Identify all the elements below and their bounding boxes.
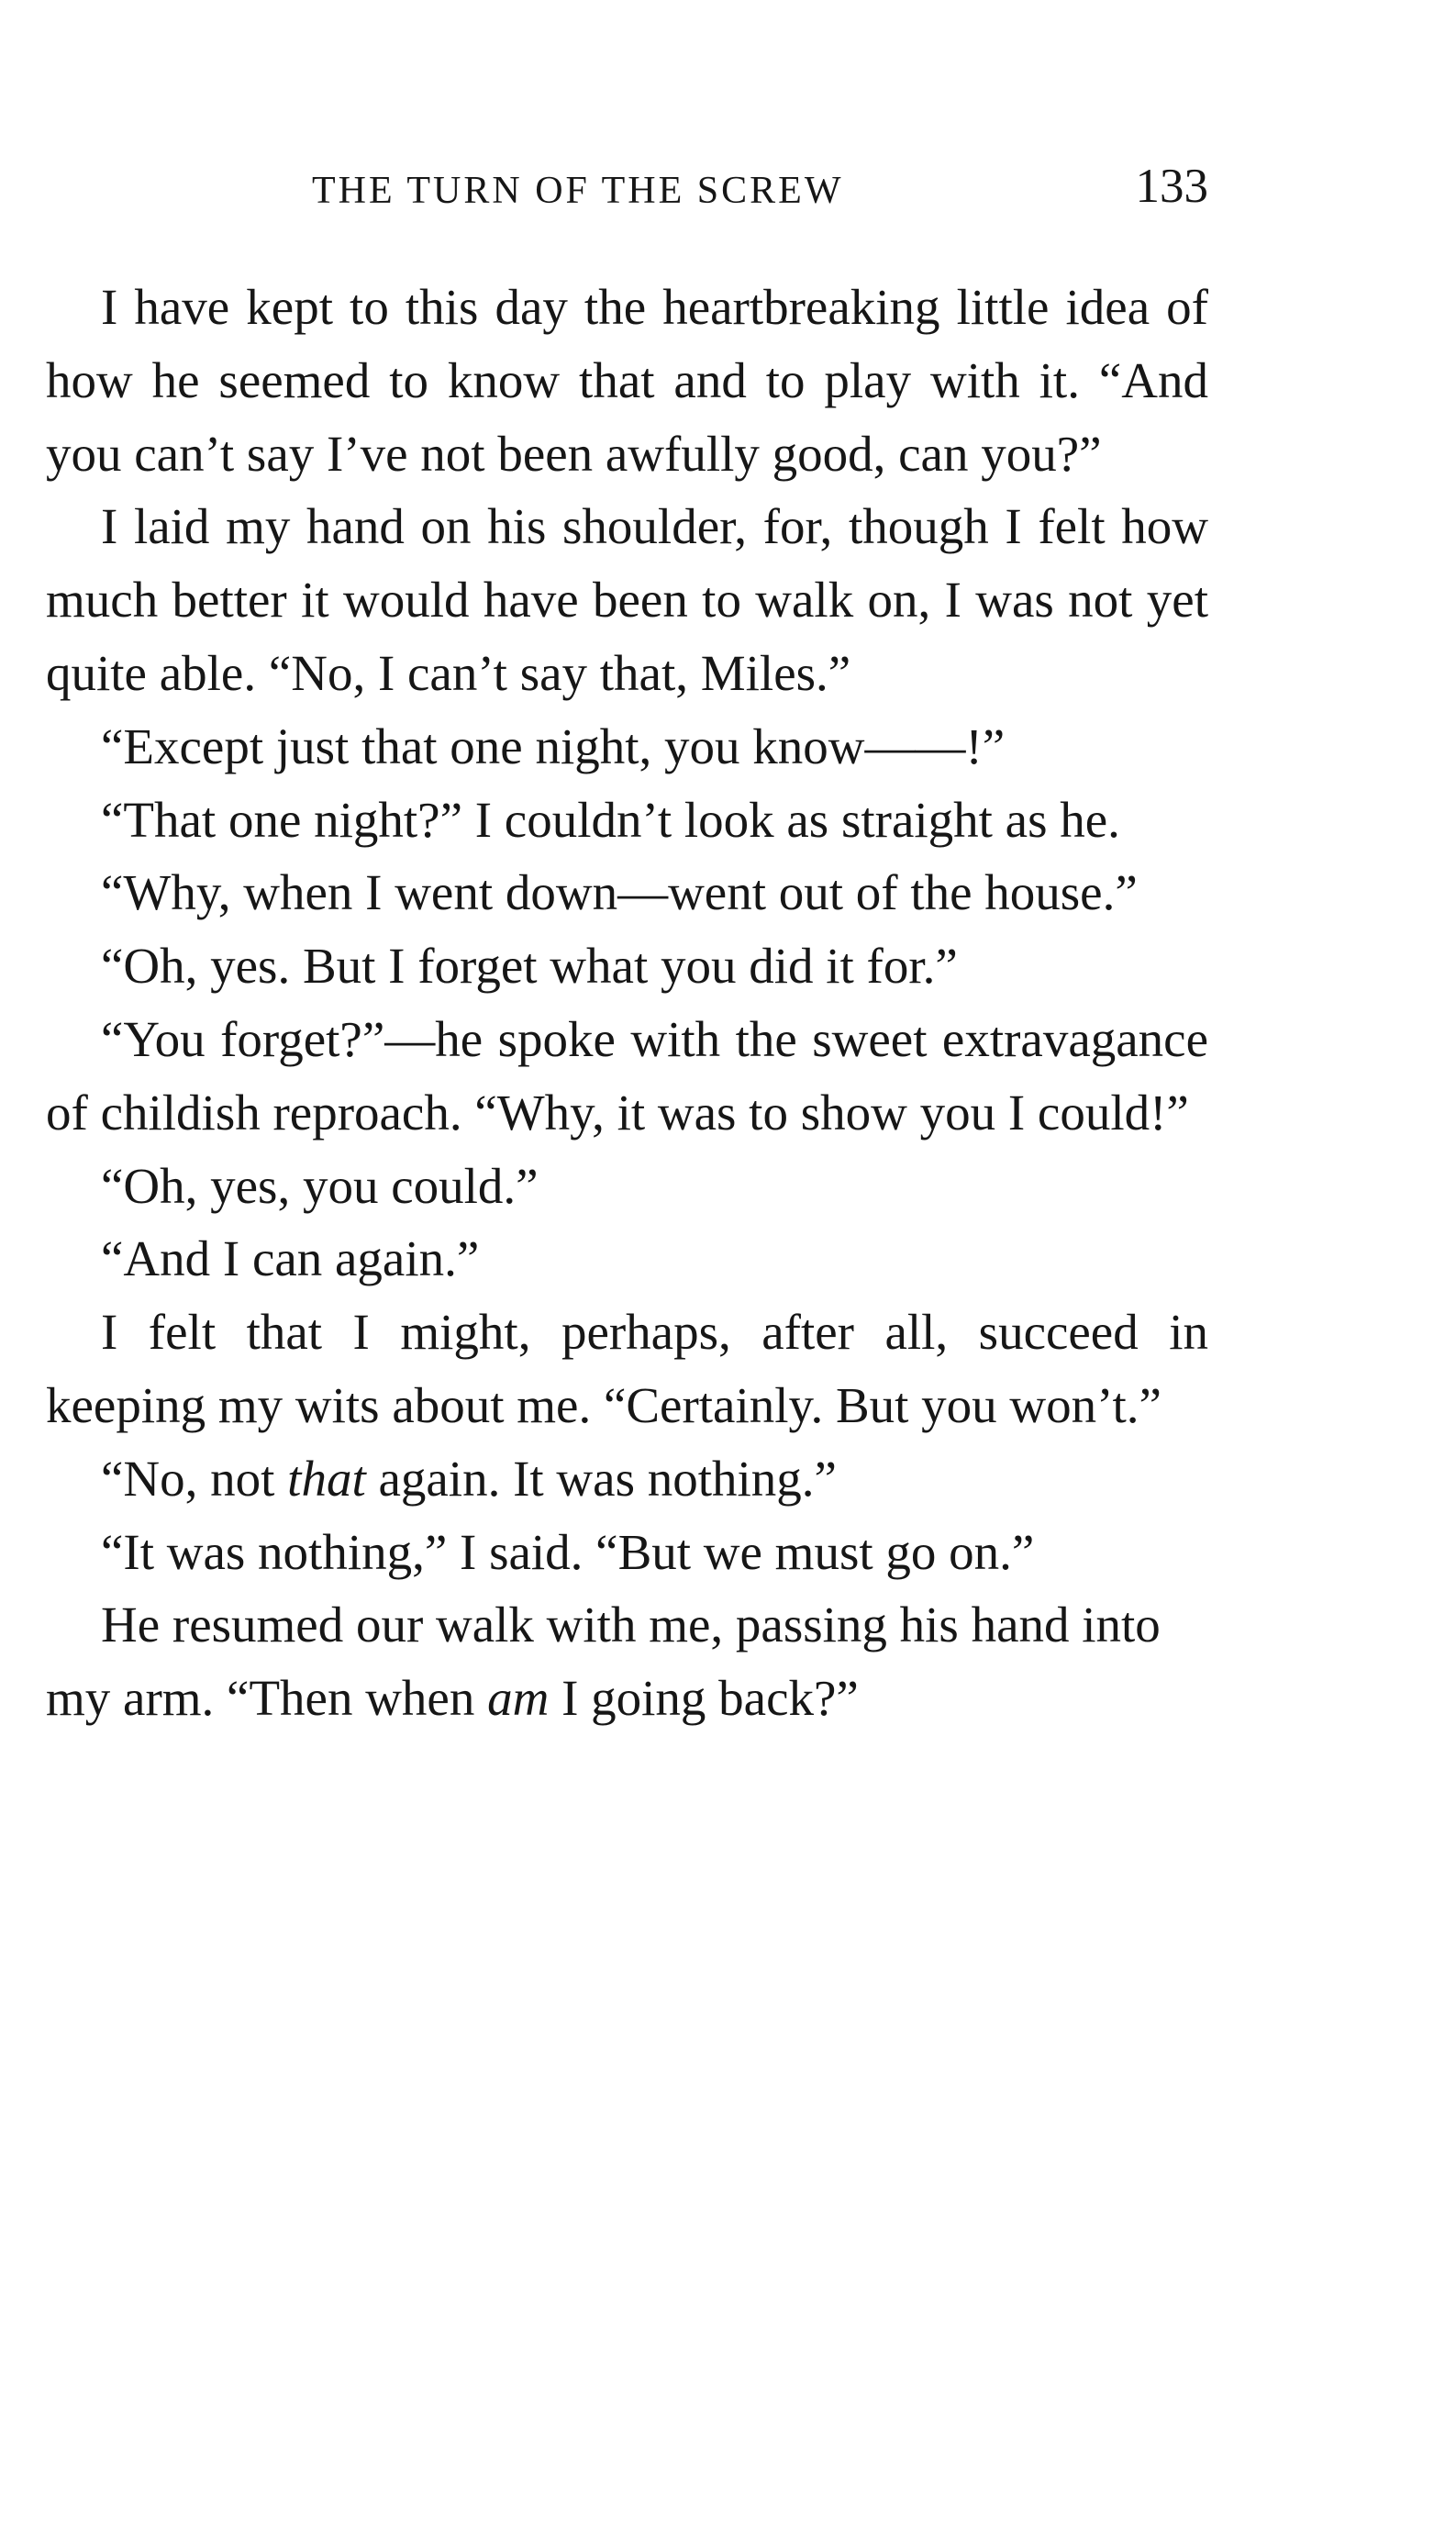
paragraph-9: “And I can again.” bbox=[101, 1230, 480, 1287]
paragraph-13-end: I going back?” bbox=[549, 1670, 859, 1727]
emphasis-am: am bbox=[487, 1670, 550, 1727]
paragraph-7: “You forget?”—he spoke with the sweet extravagance of childish reproach. “Why, it was to show you I could!” bbox=[46, 1010, 1208, 1141]
paragraph-11-start: “No, not bbox=[101, 1450, 288, 1507]
paragraph-2: I laid my hand on his shoulder, for, though I felt how much better it would have been to walk on, I was not yet quite able. “No, I can’t say that, Miles.” bbox=[46, 498, 1208, 701]
paragraph-3: “Except just that one night, you know——!” bbox=[101, 718, 1006, 774]
paragraph-12: “It was nothing,” I said. “But we must go on.” bbox=[101, 1523, 1035, 1580]
paragraph-5: “Why, when I went down—went out of the house.” bbox=[101, 864, 1138, 921]
paragraph-1: I have kept to this day the heartbreaking little idea of how he seemed to know that and to play with it. “And you can’t say I’ve not been awfully good, can you?” bbox=[46, 279, 1208, 482]
emphasis-that: that bbox=[287, 1450, 366, 1507]
running-head bbox=[46, 162, 1208, 236]
page-number: 133 bbox=[1135, 160, 1208, 213]
paragraph-4: “That one night?” I couldn’t look as straight as he. bbox=[101, 791, 1120, 848]
paragraph-13-start: He resumed our walk with me, passing his hand into my arm. “Then when bbox=[46, 1597, 1161, 1727]
paragraph-13 bbox=[46, 1588, 1208, 1735]
paragraph-11 bbox=[46, 1442, 1208, 1516]
paragraph-11-end: again. It was nothing.” bbox=[365, 1450, 837, 1507]
paragraph-8: “Oh, yes, you could.” bbox=[101, 1157, 539, 1214]
running-title: THE TURN OF THE SCREW bbox=[312, 170, 844, 212]
body-text bbox=[46, 271, 1208, 1735]
paragraph-10: I felt that I might, perhaps, after all, succeed in keeping my wits about me. “Certainly. But you won’t.” bbox=[46, 1304, 1208, 1433]
paragraph-6: “Oh, yes. But I forget what you did it for.” bbox=[101, 938, 958, 995]
